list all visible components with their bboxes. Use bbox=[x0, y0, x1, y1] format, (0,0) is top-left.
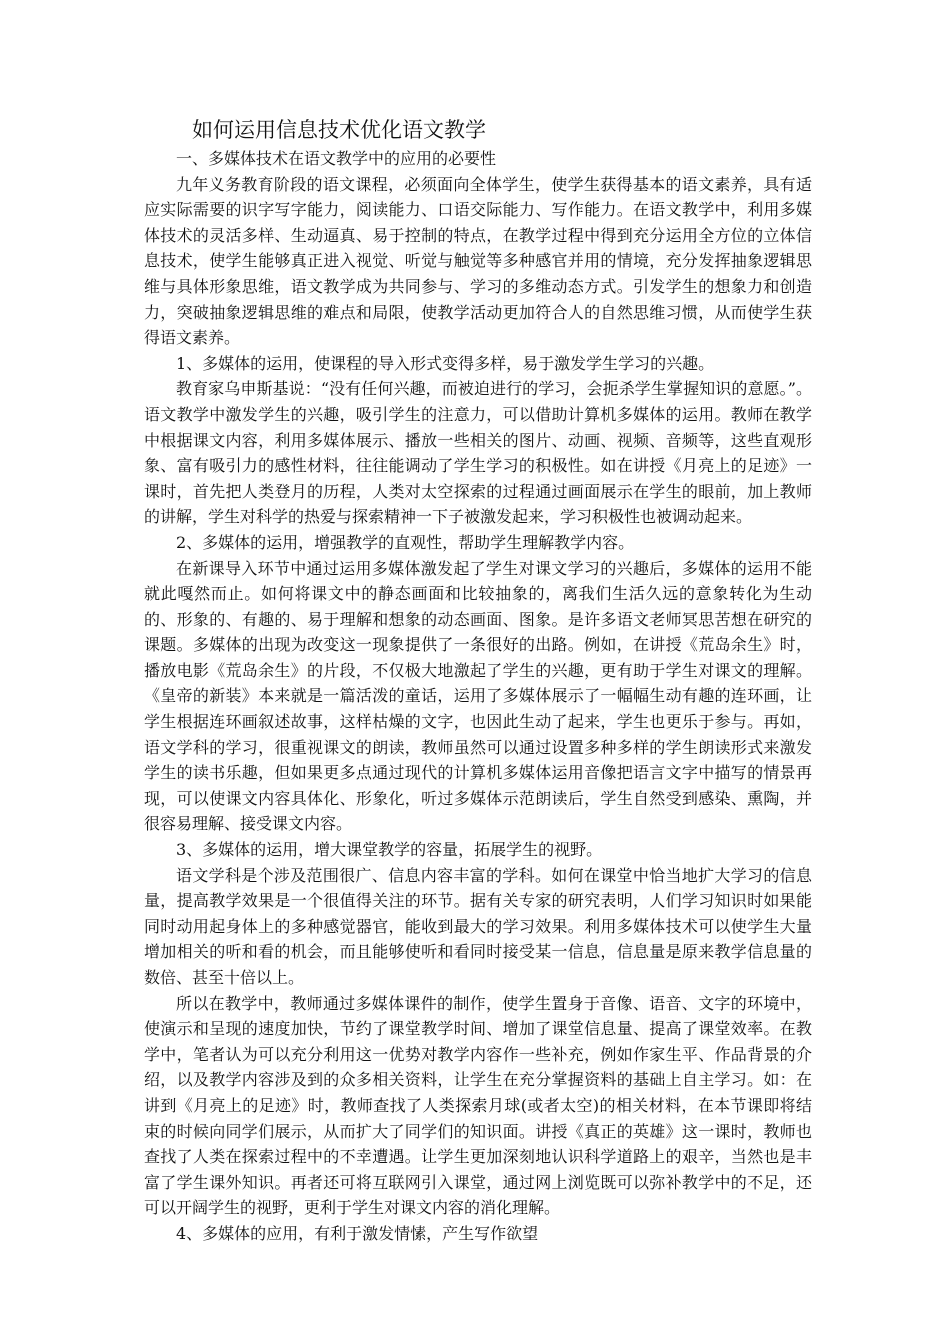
subheading-2: 2、多媒体的运用，增强教学的直观性，帮助学生理解教学内容。 bbox=[176, 532, 635, 552]
paragraph-1: 九年义务教育阶段的语文课程，必须面向全体学生，使学生获得基本的语文素养，具有适应实际需要的识字写字能力，阅读能力、口语交际能力、写作能力。在语文教学中，利用多媒体技术的灵活多样、生动逼真、易于控制的特点，在教学过程中得到充分运用全方位的立体信息技术，使学生能够真正进入视觉、听觉与触觉等多种感官并用的情境，充分发挥抽象逻辑思维与具体形象思维，语文教学成为共同参与、学习的多维动态方式。引发学生的想象力和创造力，突破抽象逻辑思维的难点和局限，使教学活动更加符合人的自然思维习惯，从而使学生获得语文素养。 bbox=[144, 174, 812, 348]
subheading-1: 1、多媒体的运用，使课程的导入形式变得多样，易于激发学生学习的兴趣。 bbox=[176, 353, 715, 373]
subheading-4: 4、多媒体的应用，有利于激发情愫，产生写作欲望 bbox=[176, 1223, 539, 1243]
paragraph-2: 教育家乌申斯基说：“没有任何兴趣，而被迫进行的学习，会扼杀学生掌握知识的意愿。”。语文教学中激发学生的兴趣，吸引学生的注意力，可以借助计算机多媒体的运用。教师在教学中根据课文内容，利用多媒体展示、播放一些相关的图片、动画、视频、音频等，这些直观形象、富有吸引力的感性材料，往往能调动了学生学习的积极性。如在讲授《月亮上的足迹》一课时，首先把人类登月的历程，人类对太空探索的过程通过画面展示在学生的眼前，加上教师的讲解，学生对科学的热爱与探索精神一下子被激发起来，学习积极性也被调动起来。 bbox=[144, 379, 812, 527]
paragraph-5: 所以在教学中，教师通过多媒体课件的制作，使学生置身于音像、语音、文字的环境中，使演示和呈现的速度加快，节约了课堂教学时间、增加了课堂信息量、提高了课堂效率。在教学中，笔者认为可以充分利用这一优势对教学内容作一些补充，例如作家生平、作品背景的介绍，以及教学内容涉及到的众多相关资料，让学生在充分掌握资料的基础上自主学习。如：在讲到《月亮上的足迹》时，教师查找了人类探索月球(或者太空)的相关材料，在本节课即将结束的时候向同学们展示，从而扩大了同学们的知识面。讲授《真正的英雄》这一课时，教师也查找了人类在探索过程中的不幸遭遇。让学生更加深刻地认识科学道路上的艰辛，当然也是丰富了学生课外知识。再者还可将互联网引入课堂，通过网上浏览既可以弥补教学中的不足，还可以开阔学生的视野，更利于学生对课文内容的消化理解。 bbox=[144, 993, 812, 1218]
document-title: 如何运用信息技术优化语文教学 bbox=[192, 118, 486, 142]
paragraph-3: 在新课导入环节中通过运用多媒体激发起了学生对课文学习的兴趣后，多媒体的运用不能就此嘎然而止。如何将课文中的静态画面和比较抽象的，离我们生活久远的意象转化为生动的、形象的、有趣的、易于理解和想象的动态画面、图象。是许多语文老师冥思苦想在研究的课题。多媒体的出现为改变这一现象提供了一条很好的出路。例如，在讲授《荒岛余生》时，播放电影《荒岛余生》的片段，不仅极大地激起了学生的兴趣，更有助于学生对课文的理解。《皇帝的新装》本来就是一篇活泼的童话，运用了多媒体展示了一幅幅生动有趣的连环画，让学生根据连环画叙述故事，这样枯燥的文字，也因此生动了起来，学生也更乐于参与。再如，语文学科的学习，很重视课文的朗读，教师虽然可以通过设置多种多样的学生朗读形式来激发学生的读书乐趣，但如果更多点通过现代的计算机多媒体运用音像把语言文字中描写的情景再现，可以使课文内容具体化、形象化，听过多媒体示范朗读后，学生自然受到感染、熏陶，并很容易理解、接受课文内容。 bbox=[144, 558, 812, 834]
subheading-3: 3、多媒体的运用，增大课堂教学的容量，拓展学生的视野。 bbox=[176, 840, 603, 860]
document-page bbox=[144, 114, 812, 1247]
section-heading-1: 一、多媒体技术在语文教学中的应用的必要性 bbox=[176, 149, 497, 168]
paragraph-4: 语文学科是个涉及范围很广、信息内容丰富的学科。如何在课堂中恰当地扩大学习的信息量，提高教学效果是一个很值得关注的环节。据有关专家的研究表明，人们学习知识时如果能同时动用起身体上的多种感觉器官，能收到最大的学习效果。利用多媒体技术可以使学生大量增加相关的听和看的机会，而且能够使听和看同时接受某一信息，信息量是原来教学信息量的数倍、甚至十倍以上。 bbox=[144, 865, 812, 987]
